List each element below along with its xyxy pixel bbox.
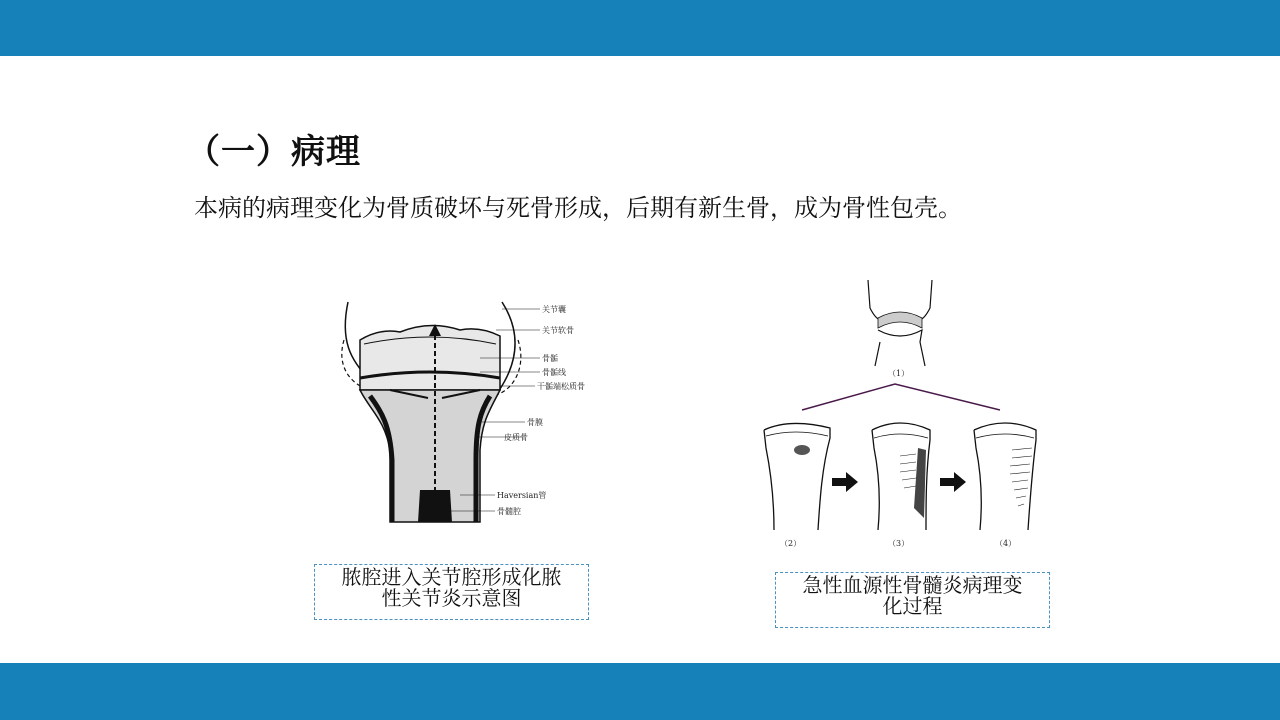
label-cortex: 皮质骨 <box>504 433 528 442</box>
stage-label-2: （2） <box>780 539 802 548</box>
caption-right-line: 化过程 <box>882 594 943 618</box>
caption-right-line: 急性血源性骨髓炎病理变 <box>802 573 1023 597</box>
section-title: （一）病理 <box>186 132 361 172</box>
label-growth-line: 骨骺线 <box>542 368 566 377</box>
label-haversian: Haversian管 <box>497 491 547 500</box>
label-articular-cartilage: 关节软骨 <box>542 326 574 335</box>
label-metaphysis: 干骺端松质骨 <box>537 382 585 391</box>
header-bar <box>0 0 1280 56</box>
caption-left-line: 性关节炎示意图 <box>381 586 522 610</box>
stage-label-3: （3） <box>888 539 910 548</box>
label-joint-capsule: 关节囊 <box>542 305 566 314</box>
osteomyelitis-stages-diagram <box>750 278 1050 550</box>
label-periosteum: 骨膜 <box>527 418 543 427</box>
body-text: 本病的病理变化为骨质破坏与死骨形成，后期有新生骨，成为骨性包壳。 <box>194 194 962 222</box>
stage-label-1: （1） <box>888 369 910 378</box>
caption-right <box>775 572 1050 628</box>
label-epiphysis: 骨骺 <box>542 354 558 363</box>
stage-label-4: （4） <box>995 539 1017 548</box>
caption-left <box>314 564 589 620</box>
joint-abscess-diagram <box>330 300 585 522</box>
footer-bar <box>0 663 1280 720</box>
label-marrow: 骨髓腔 <box>497 507 521 516</box>
caption-left-line: 脓腔进入关节腔形成化脓 <box>341 565 562 589</box>
